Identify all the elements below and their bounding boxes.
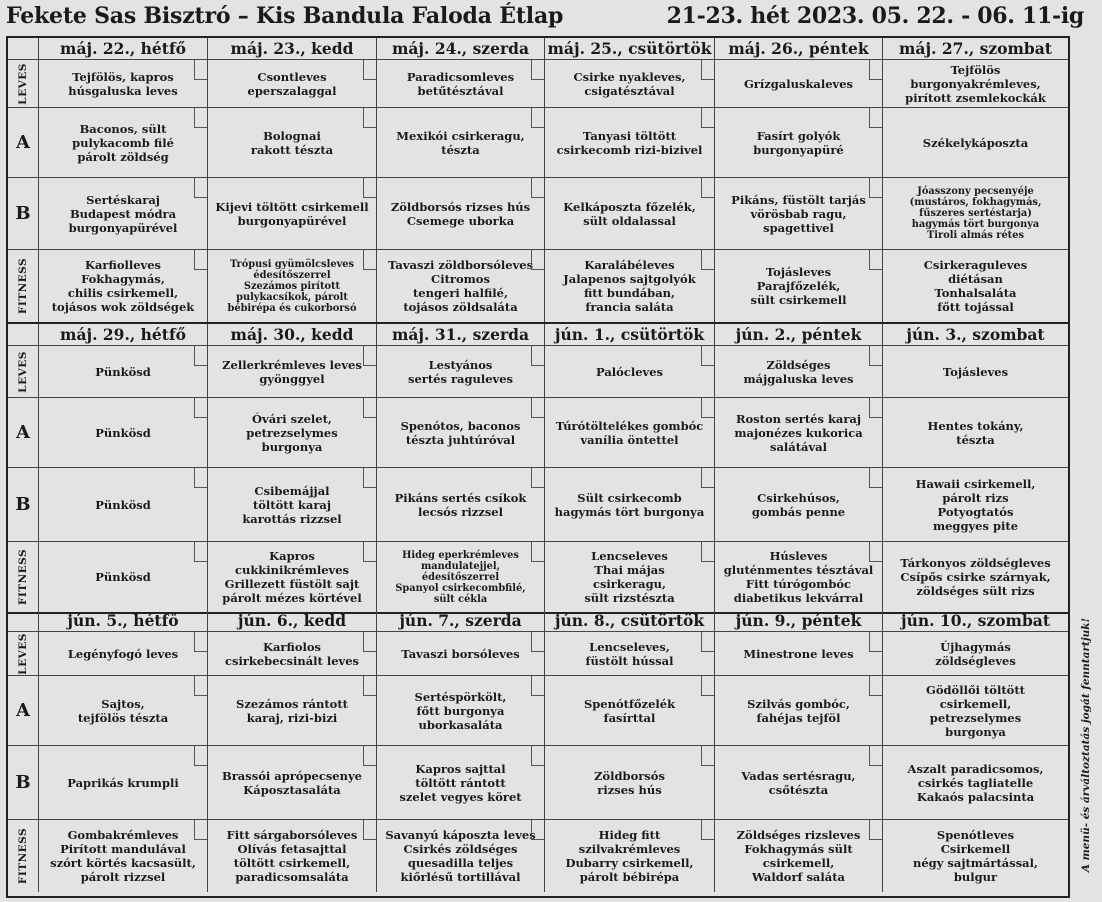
row-label-text: A [16, 700, 30, 721]
menu-cell-fitness-sat [882, 250, 1068, 322]
day-header-tue: jún. 6., kedd [207, 610, 376, 631]
day-header-sat: jún. 10., szombat [882, 610, 1068, 631]
menu-cell-a-mon [38, 108, 207, 177]
dish-text: Pünkösd [95, 570, 151, 584]
menu-row-a [8, 108, 1068, 178]
menu-cell-a-mon [38, 398, 207, 467]
menu-row-a [8, 676, 1068, 746]
row-label-b [8, 178, 38, 249]
day-header-wed: máj. 24., szerda [376, 38, 544, 59]
menu-row-leves [8, 632, 1068, 676]
menu-cell-fitness-tue [207, 542, 376, 612]
menu-cell-a-mon [38, 676, 207, 745]
order-box [701, 676, 714, 696]
dish-text: Újhagymás zöldségleves [935, 639, 1016, 668]
order-box [194, 676, 207, 696]
menu-cell-fitness-thu [544, 250, 714, 322]
dish-text: Palócleves [596, 364, 663, 379]
menu-cell-leves-fri [714, 632, 882, 675]
menu-cell-a-tue [207, 676, 376, 745]
dish-text: Csibemájjal töltött karaj karottás rizzsel [242, 483, 342, 526]
menu-period: 21-23. hét 2023. 05. 22. - 06. 11-ig [666, 3, 1084, 29]
order-box [701, 108, 714, 128]
menu-row-fitness [8, 820, 1068, 892]
dish-text: Roston sertés karaj majonézes kukorica salátával [734, 411, 863, 454]
dish-text: Óvári szelet, petrezselymes burgonya [246, 411, 338, 454]
menu-cell-a-sat [882, 398, 1068, 467]
menu-cell-leves-mon [38, 60, 207, 107]
menu-cell-a-thu [544, 676, 714, 745]
order-box [363, 632, 376, 652]
row-label-text: LEVES [17, 62, 29, 105]
menu-cell-a-fri [714, 398, 882, 467]
side-note-text: A menü- és árváltoztatás jogát fenntartjuk! [1080, 617, 1092, 873]
order-box [531, 542, 544, 562]
dish-text: Lencseleves, füstölt hússal [585, 639, 674, 668]
order-box [701, 346, 714, 366]
menu-cell-a-sat [882, 676, 1068, 745]
menu-cell-leves-fri [714, 346, 882, 397]
menu-cell-fitness-mon [38, 250, 207, 322]
dish-text: Spenótleves Csirkemell négy sajtmártással, bulgur [912, 828, 1039, 884]
dish-text: Lencseleves Thai májas csirkeragu, sült rizstészta [584, 549, 675, 605]
dish-text: Sertéspörkölt, főtt burgonya uborkasaláta [414, 689, 507, 732]
dish-text: Csirke nyakleves, csigatésztával [573, 69, 686, 98]
row-label-leves [8, 346, 38, 397]
day-header-tue: máj. 30., kedd [207, 324, 376, 345]
dish-text: Legényfogó leves [67, 646, 179, 661]
dish-text: Karalábéleves Jalapenos sajtgolyók fitt bundában, francia saláta [563, 258, 696, 314]
row-label-leves [8, 632, 38, 675]
menu-cell-b-fri [714, 746, 882, 819]
dish-text: Lestyános sertés raguleves [407, 357, 514, 386]
dish-text: Túrótöltelékes gombóc vanília öntettel [555, 418, 704, 447]
order-box [869, 746, 882, 766]
order-box [194, 820, 207, 840]
menu-cell-a-tue [207, 108, 376, 177]
dish-text: Szilvás gombóc, fahéjas tejföl [747, 696, 850, 725]
row-label-text: FITNESS [17, 257, 29, 315]
menu-row-b [8, 178, 1068, 250]
order-box [701, 746, 714, 766]
dish-text: Trópusi gyümölcsleves édesítőszerrel Szezámos pirított pulykacsíkok, párolt bébirépa és cukorborsó [227, 258, 357, 314]
order-box [363, 746, 376, 766]
dish-text: Tojásleves Parajfőzelék, sült csirkemell [750, 265, 847, 307]
dish-text: Savanyú káposzta leves Csirkés zöldséges quesadilla teljes kiőrlésű tortillával [385, 828, 536, 884]
dish-text: Sertéskaraj Budapest módra burgonyapürével [68, 192, 178, 235]
day-header-thu: máj. 25., csütörtök [544, 38, 714, 59]
row-label-a [8, 676, 38, 745]
menu-cell-b-tue [207, 468, 376, 541]
dish-text: Grízgaluskaleves [743, 76, 854, 91]
order-box [701, 632, 714, 652]
row-label-text: B [15, 494, 31, 515]
menu-cell-a-fri [714, 108, 882, 177]
menu-cell-b-sat [882, 468, 1068, 541]
order-box [194, 346, 207, 366]
menu-cell-leves-tue [207, 346, 376, 397]
day-header-thu: jún. 8., csütörtök [544, 610, 714, 631]
menu-cell-b-sat [882, 746, 1068, 819]
order-box [869, 178, 882, 198]
menu-cell-a-wed [376, 108, 544, 177]
dish-text: Kapros cukkinikrémleves Grillezett füstölt sajt párolt mézes körtével [222, 549, 362, 605]
dish-text: Zöldborsós rizses hús [594, 768, 665, 797]
menu-cell-b-mon [38, 468, 207, 541]
menu-cell-leves-thu [544, 60, 714, 107]
row-label-b [8, 746, 38, 819]
menu-cell-fitness-wed [376, 250, 544, 322]
order-box [531, 250, 544, 270]
menu-cell-b-fri [714, 178, 882, 249]
menu-cell-b-tue [207, 178, 376, 249]
dish-text: Tanyasi töltött csirkecomb rizi-bizivel [556, 128, 703, 157]
day-header-fri: jún. 2., péntek [714, 324, 882, 345]
order-box [869, 398, 882, 418]
dish-text: Gödöllői töltött csirkemell, petrezselymes burgonya [926, 682, 1025, 739]
menu-cell-b-thu [544, 468, 714, 541]
dish-text: Pünkösd [95, 425, 151, 440]
menu-cell-leves-mon [38, 632, 207, 675]
menu-cell-b-mon [38, 746, 207, 819]
dish-text: Karfiolos csirkebecsinált leves [224, 639, 360, 668]
row-label-text: A [16, 132, 30, 153]
order-box [869, 468, 882, 488]
order-box [194, 60, 207, 80]
dish-text: Spenótos, baconos tészta juhtúróval [400, 418, 521, 447]
dish-text: Bolognai rakott tészta [250, 128, 334, 157]
menu-cell-fitness-fri [714, 250, 882, 322]
menu-cell-fitness-fri [714, 820, 882, 892]
day-header-row [8, 38, 1068, 60]
day-header-row [8, 324, 1068, 346]
dish-text: Hentes tokány, tészta [927, 418, 1024, 447]
dish-text: Pikáns sertés csíkok lecsós rizzsel [394, 490, 527, 519]
order-box [363, 468, 376, 488]
menu-cell-leves-sat [882, 60, 1068, 107]
order-box [869, 632, 882, 652]
order-box [701, 60, 714, 80]
day-header-fri: máj. 26., péntek [714, 38, 882, 59]
row-label-text: FITNESS [17, 548, 29, 606]
order-box [531, 178, 544, 198]
order-box [363, 60, 376, 80]
order-box [869, 346, 882, 366]
menu-cell-fitness-sat [882, 542, 1068, 612]
dish-text: Aszalt paradicsomos, csirkés tagliatelle Kakaós palacsinta [907, 761, 1044, 804]
week-block [8, 610, 1068, 892]
dish-text: Tavaszi borsóleves [401, 646, 520, 661]
menu-cell-a-wed [376, 676, 544, 745]
menu-cell-leves-wed [376, 346, 544, 397]
order-box [701, 178, 714, 198]
dish-text: Kijevi töltött csirkemell burgonyapürével [215, 199, 369, 228]
dish-text: Kapros sajttal töltött rántott szelet vegyes köret [399, 761, 522, 804]
menu-cell-fitness-sat [882, 820, 1068, 892]
dish-text: Tojásleves [942, 364, 1009, 379]
dish-text: Gombakrémleves Pirított mandulával szórt körtés kacsasült, párolt rizzsel [50, 828, 196, 884]
dish-text: Zöldborsós rizses hús Csemege uborka [390, 199, 531, 228]
order-box [194, 398, 207, 418]
menu-row-leves [8, 60, 1068, 108]
menu-row-fitness [8, 250, 1068, 324]
menu-cell-fitness-tue [207, 820, 376, 892]
dish-text: Tejfölös, kapros húsgaluska leves [68, 69, 178, 98]
order-box [869, 676, 882, 696]
row-label-fitness [8, 542, 38, 612]
dish-text: Sült csirkecomb hagymás tört burgonya [554, 490, 705, 519]
day-header-row [8, 610, 1068, 632]
dish-text: Csirkehúsos, gombás penne [751, 490, 846, 519]
dish-text: Hideg fitt szilvakrémleves Dubarry csirkemell, párolt bébirépa [565, 828, 694, 884]
menu-cell-leves-thu [544, 632, 714, 675]
order-box [194, 632, 207, 652]
menu-title: Fekete Sas Bisztró – Kis Bandula Faloda Étlap [6, 3, 564, 29]
menu-cell-b-sat [882, 178, 1068, 249]
menu-cell-b-wed [376, 178, 544, 249]
dish-text: Spenótfőzelék fasírttal [583, 696, 676, 725]
row-label-fitness [8, 820, 38, 892]
order-box [701, 250, 714, 270]
dish-text: Csontleves eperszalaggal [247, 69, 337, 98]
dish-text: Fitt sárgaborsóleves Olívás fetasajttal töltött csirkemell, paradicsomsaláta [226, 828, 358, 884]
order-box [194, 250, 207, 270]
menu-cell-b-fri [714, 468, 882, 541]
order-box [869, 60, 882, 80]
dish-text: Székelykáposzta [922, 135, 1029, 150]
order-box [701, 542, 714, 562]
order-box [869, 542, 882, 562]
menu-cell-fitness-fri [714, 542, 882, 612]
order-box [869, 250, 882, 270]
order-box [531, 820, 544, 840]
dish-text: Mexikói csirkeragu, tészta [396, 128, 525, 157]
day-header-tue: máj. 23., kedd [207, 38, 376, 59]
dish-text: Hawaii csirkemell, párolt rizs Potyogtatós meggyes pite [915, 476, 1036, 533]
menu-cell-fitness-mon [38, 542, 207, 612]
menu-cell-a-sat [882, 108, 1068, 177]
dish-text: Tejfölös burgonyakrémleves, pirított zsemlekockák [905, 62, 1046, 105]
dish-text: Vadas sertésragu, csőtészta [741, 768, 856, 797]
header [6, 0, 1096, 36]
menu-cell-leves-mon [38, 346, 207, 397]
order-box [194, 542, 207, 562]
dish-text: Pikáns, füstölt tarjás vörösbab ragu, spagettivel [731, 192, 866, 235]
order-box [701, 398, 714, 418]
menu-cell-b-mon [38, 178, 207, 249]
menu-cell-leves-sat [882, 632, 1068, 675]
menu-row-b [8, 468, 1068, 542]
menu-cell-fitness-thu [544, 542, 714, 612]
dish-text: Kelkáposzta főzelék, sült oldalassal [563, 199, 696, 228]
row-label-text: FITNESS [17, 827, 29, 885]
order-box [194, 178, 207, 198]
order-box [363, 542, 376, 562]
order-box [531, 676, 544, 696]
dish-text: Brassói aprópecsenye Káposztasaláta [222, 768, 362, 797]
row-label-a [8, 108, 38, 177]
menu-cell-leves-wed [376, 60, 544, 107]
menu-row-fitness [8, 542, 1068, 614]
menu-grid [6, 36, 1070, 898]
order-box [531, 468, 544, 488]
order-box [363, 676, 376, 696]
order-box [194, 108, 207, 128]
dish-text: Jóasszony pecsenyéje (mustáros, fokhagymás, fűszeres sertéstarja) hagymás tört burgonya Tiroli almás rétes [909, 186, 1042, 241]
menu-cell-a-wed [376, 398, 544, 467]
menu-cell-leves-tue [207, 632, 376, 675]
menu-cell-b-wed [376, 468, 544, 541]
order-box [531, 632, 544, 652]
menu-cell-a-thu [544, 398, 714, 467]
row-label-text: LEVES [17, 350, 29, 393]
row-label-text: B [15, 772, 31, 793]
dish-text: Zöldséges májgaluska leves [743, 357, 854, 386]
menu-cell-a-tue [207, 398, 376, 467]
dish-text: Pünkösd [95, 497, 151, 512]
order-box [363, 178, 376, 198]
dish-text: Karfiolleves Fokhagymás, chilis csirkemell, tojásos wok zöldségek [51, 258, 195, 314]
order-box [363, 250, 376, 270]
dish-text: Csirkeraguleves diétásan Tonhalsaláta főtt tojással [923, 258, 1028, 314]
row-label-text: B [15, 203, 31, 224]
menu-cell-leves-fri [714, 60, 882, 107]
row-label-text: A [16, 422, 30, 443]
menu-cell-leves-sat [882, 346, 1068, 397]
dish-text: Baconos, sült pulykacomb filé párolt zöldség [72, 121, 174, 164]
side-note [1074, 600, 1098, 890]
menu-cell-leves-wed [376, 632, 544, 675]
row-label-leves [8, 60, 38, 107]
dish-text: Tavaszi zöldborsóleves Citromos tengeri halfilé, tojásos zöldsaláta [387, 258, 534, 314]
order-box [194, 746, 207, 766]
week-block [8, 324, 1068, 614]
day-header-sat: máj. 27., szombat [882, 38, 1068, 59]
order-box [869, 108, 882, 128]
row-label-fitness [8, 250, 38, 322]
menu-cell-fitness-thu [544, 820, 714, 892]
dish-text: Paprikás krumpli [67, 775, 179, 790]
day-header-mon: máj. 22., hétfő [38, 38, 207, 59]
day-header-fri: jún. 9., péntek [714, 610, 882, 631]
day-header-wed: máj. 31., szerda [376, 324, 544, 345]
dish-text: Zöldséges rizsleves Fokhagymás sült csirkemell, Waldorf saláta [736, 828, 861, 884]
order-box [363, 346, 376, 366]
dish-text: Pünkösd [95, 364, 151, 379]
order-box [531, 60, 544, 80]
order-box [701, 820, 714, 840]
order-box [869, 820, 882, 840]
dish-text: Sajtos, tejfölös tészta [77, 696, 169, 725]
dish-text: Zellerkrémleves leves gyönggyel [222, 357, 362, 386]
dish-text: Fasírt golyók burgonyapüré [753, 128, 844, 157]
menu-row-leves [8, 346, 1068, 398]
dish-text: Húsleves gluténmentes tésztával Fitt túrógombóc diabetikus lekvárral [723, 549, 874, 605]
day-header-wed: jún. 7., szerda [376, 610, 544, 631]
menu-cell-a-thu [544, 108, 714, 177]
order-box [531, 398, 544, 418]
menu-cell-b-wed [376, 746, 544, 819]
menu-cell-b-tue [207, 746, 376, 819]
order-box [531, 108, 544, 128]
menu-cell-fitness-mon [38, 820, 207, 892]
order-box [363, 820, 376, 840]
menu-cell-a-fri [714, 676, 882, 745]
dish-text: Szezámos rántott karaj, rizi-bizi [236, 696, 348, 725]
menu-cell-fitness-wed [376, 542, 544, 612]
order-box [531, 346, 544, 366]
order-box [363, 398, 376, 418]
day-header-mon: máj. 29., hétfő [38, 324, 207, 345]
menu-cell-b-thu [544, 746, 714, 819]
row-label-text: LEVES [17, 632, 29, 675]
row-label-b [8, 468, 38, 541]
order-box [531, 746, 544, 766]
order-box [701, 468, 714, 488]
menu-cell-leves-thu [544, 346, 714, 397]
menu-cell-leves-tue [207, 60, 376, 107]
dish-text: Minestrone leves [743, 646, 854, 661]
row-label-a [8, 398, 38, 467]
menu-row-a [8, 398, 1068, 468]
day-header-thu: jún. 1., csütörtök [544, 324, 714, 345]
menu-cell-fitness-tue [207, 250, 376, 322]
menu-cell-fitness-wed [376, 820, 544, 892]
dish-text: Hideg eperkrémleves mandulatejjel, édesítőszerrel Spanyol csirkecombfilé, sült cékla [395, 549, 526, 605]
order-box [194, 468, 207, 488]
menu-row-b [8, 746, 1068, 820]
day-header-mon: jún. 5., hétfő [38, 610, 207, 631]
dish-text: Paradicsomleves betűtésztával [406, 69, 515, 98]
week-block [8, 38, 1068, 324]
order-box [363, 108, 376, 128]
day-header-sat: jún. 3., szombat [882, 324, 1068, 345]
menu-cell-b-thu [544, 178, 714, 249]
dish-text: Tárkonyos zöldségleves Csípős csirke szárnyak, zöldséges sült rizs [900, 556, 1051, 598]
